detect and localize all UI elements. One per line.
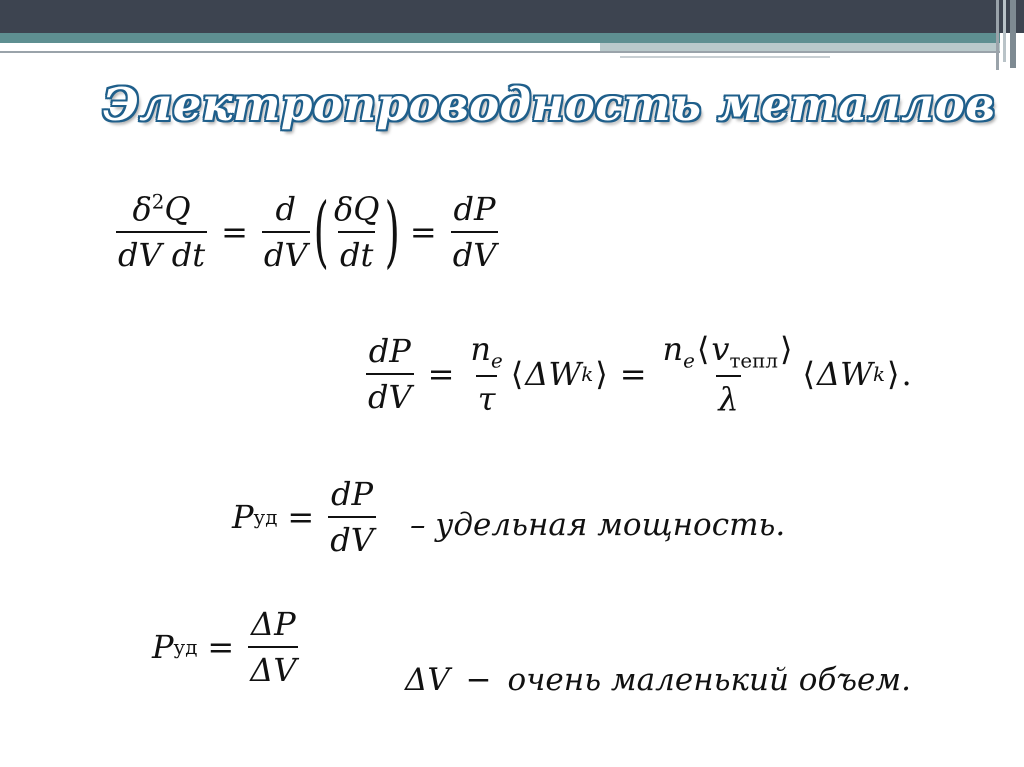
eq1-lhs-fraction [116, 190, 207, 274]
header-bar-teal [0, 33, 1000, 43]
eq1-lhs-num-d: δ [132, 190, 152, 228]
equation-4 [152, 605, 302, 689]
eq2-angle-open-3: ⟨ [802, 355, 815, 394]
eq2-f2-fraction [661, 330, 797, 418]
eq2-period: . [901, 355, 912, 394]
eq2-f2-num-sub: e [683, 349, 695, 373]
equation-3 [232, 475, 380, 559]
eq2-f2-num-n: n [662, 330, 684, 368]
eq1-d-den: dV [263, 236, 308, 274]
eq2-dw-1: ΔW [525, 355, 582, 394]
eq2-dw-2: ΔW [816, 355, 873, 394]
eq1-rhs-num: dP [453, 190, 496, 228]
equation-1 [112, 187, 502, 277]
eq2-angle-open-2: ⟨ [696, 330, 710, 368]
eq1-inner-fraction [332, 190, 382, 274]
eq1-rhs-den: dV [452, 236, 497, 274]
small-volume-text: очень маленький объем. [507, 662, 911, 698]
slide-title: Электропроводность металлов [103, 78, 996, 131]
eq2-lhs-den: dV [368, 378, 412, 417]
right-edge-stripe-1 [996, 0, 999, 70]
eq3-lhs-sub: уд [253, 505, 278, 529]
small-volume-note [405, 662, 911, 698]
small-volume-symbol: ΔV [405, 662, 450, 698]
eq1-inner-den: dt [340, 236, 374, 274]
eq2-lhs-fraction [366, 332, 414, 416]
equation-2 [362, 330, 912, 418]
eq2-lhs-num: dP [368, 332, 411, 371]
eq2-dw-sub-1: k [581, 362, 594, 386]
eq4-equals: = [207, 628, 235, 666]
eq2-angle-close-2: ⟩ [779, 330, 793, 368]
eq3-fraction [328, 475, 376, 559]
eq3-lhs: P [232, 498, 254, 536]
eq1-equals-2: = [409, 213, 437, 251]
eq4-den: ΔV [250, 651, 297, 689]
header-bar-line [0, 51, 1000, 53]
specific-power-note: – удельная мощность. [410, 507, 786, 543]
eq2-equals-2: = [619, 355, 647, 394]
eq2-f1-num-n: n [470, 330, 492, 368]
eq2-f2-num-v: v [711, 330, 730, 368]
eq2-f2-den: λ [718, 380, 739, 419]
eq2-equals-1: = [427, 355, 455, 394]
eq4-lhs: P [152, 628, 174, 666]
eq4-lhs-sub: уд [173, 635, 198, 659]
eq2-f1-fraction [468, 330, 504, 418]
eq3-num: dP [331, 475, 374, 513]
eq2-angle-close-3: ⟩ [886, 355, 900, 394]
eq1-paren-close: ) [385, 187, 401, 277]
eq2-dw-sub-2: k [872, 362, 885, 386]
eq3-equals: = [287, 498, 315, 536]
eq1-equals-1: = [221, 213, 248, 251]
eq2-f1-num-sub: e [491, 349, 503, 373]
header-bar-thin [620, 56, 830, 58]
eq1-lhs-num-exp: 2 [151, 190, 165, 214]
small-volume-dash: − [465, 662, 492, 698]
eq1-d-fraction [262, 190, 310, 274]
eq2-angle-close-1: ⟩ [595, 355, 608, 394]
right-edge-stripe-3 [1010, 0, 1016, 68]
eq1-inner-num: δQ [333, 190, 380, 228]
header-bar-dark [0, 0, 1024, 33]
eq1-paren-open: ( [313, 187, 329, 277]
right-edge-stripe-2 [1003, 0, 1006, 62]
eq1-rhs-fraction [451, 190, 499, 274]
eq4-fraction [248, 605, 298, 689]
eq2-f2-num-vsub: тепл [729, 349, 778, 373]
eq4-num: ΔP [251, 605, 296, 643]
eq1-lhs-den: dV dt [118, 236, 206, 274]
eq1-lhs-num-q: Q [164, 190, 191, 228]
header-bar-light [600, 43, 1000, 51]
eq2-angle-open-1: ⟨ [510, 355, 524, 394]
eq2-f1-den: τ [477, 380, 496, 419]
eq3-den: dV [330, 521, 374, 559]
eq1-d-num: d [275, 190, 296, 228]
